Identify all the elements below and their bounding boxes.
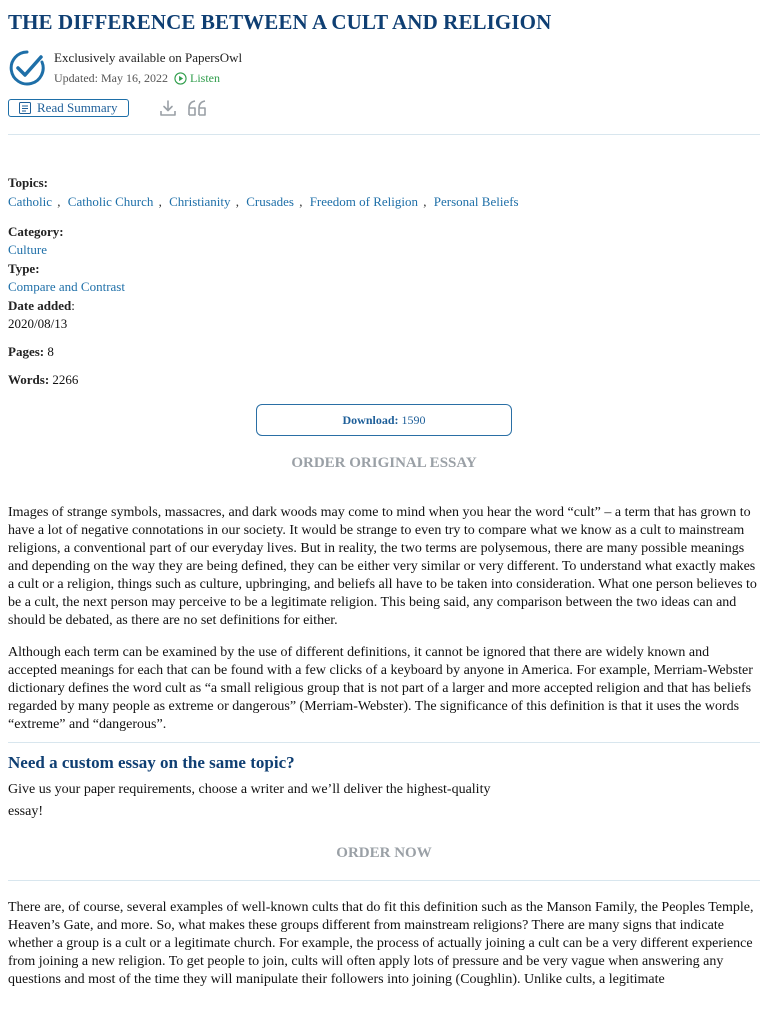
listen-button[interactable] xyxy=(174,71,220,86)
order-now-button[interactable]: ORDER NOW xyxy=(8,845,760,881)
exclusive-label: Exclusively available on PapersOwl xyxy=(54,50,243,65)
topics-list: Catholic , Catholic Church , Christianity , Crusades , Freedom of Religion , Personal Beliefs xyxy=(8,194,519,209)
download-button[interactable] xyxy=(256,404,512,436)
divider xyxy=(8,134,760,135)
download-label: Download: xyxy=(342,412,399,427)
summary-icon xyxy=(19,102,31,114)
topic-link[interactable]: Crusades xyxy=(246,194,294,209)
order-original-essay-button[interactable]: ORDER ORIGINAL ESSAY xyxy=(291,455,477,471)
type-link[interactable]: Compare and Contrast xyxy=(8,279,125,294)
read-summary-button[interactable] xyxy=(8,99,129,117)
type-label: Type: xyxy=(8,261,40,276)
updated-date: Updated: May 16, 2022 xyxy=(54,71,168,85)
play-icon xyxy=(174,72,187,85)
essay-paragraph: Images of strange symbols, massacres, and dark woods may come to mind when you hear the word “cult” – a term that has grown to have a lot of negative connotations in our society. It would be strange to even try to compare what we know as a cult to mainstream religions, a conventional part of our everyday lives. But in reality, the two terms are polysemous, there are many possible meanings and depending on the way they are being defined, they can be either very similar or very different. To understand what exactly makes a cult or a religion, things such as culture, upbringing, and beliefs all have to be taken into consideration. What one person believes to be a cult, the next person may perceive to be a legitimate religion. This being said, any comparison between the two ideas can and should be debated, as there are no set definitions for either. xyxy=(8,505,757,628)
topic-link[interactable]: Freedom of Religion xyxy=(309,194,419,209)
category-link[interactable]: Culture xyxy=(8,242,47,257)
cta-text: Give us your paper requirements, choose a writer and we’ll deliver the highest-quality essay! xyxy=(8,782,491,819)
page-title: THE DIFFERENCE BETWEEN A CULT AND RELIGION xyxy=(8,10,552,34)
pages-value: 8 xyxy=(47,344,54,359)
papersowl-check-logo-icon xyxy=(8,49,46,87)
essay-info: Topics: Catholic , Catholic Church , Christianity , Crusades , Freedom of Religion , Personal Beliefs Category: Culture Type: Compare and Contrast Date added: 2020/08/13 Pages: 8 Words: 2266 xyxy=(8,175,760,388)
topic-link[interactable]: Christianity xyxy=(169,194,231,209)
words-value: 2266 xyxy=(52,372,79,387)
words-label: Words: xyxy=(8,372,50,387)
custom-essay-cta xyxy=(8,742,760,881)
listen-label: Listen xyxy=(189,71,220,85)
topic-link[interactable]: Catholic Church xyxy=(67,194,154,209)
essay-paragraph: Although each term can be examined by the use of different definitions, it cannot be ignored that there are widely known and accepted meanings for each that can be found with a few clicks of a keyboard by anyone in America. For example, Merriam-Webster dictionary defines the word cult as “a small religious group that is not part of a larger and more accepted religion and that has beliefs regarded by many people as extreme or dangerous” (Merriam-Webster). The significance of this definition is that it uses the words “extreme” and “dangerous”. xyxy=(8,645,753,732)
toolbar xyxy=(8,99,760,117)
essay-body xyxy=(8,504,760,989)
date-label: Date added xyxy=(8,298,72,313)
cta-heading: Need a custom essay on the same topic? xyxy=(8,753,295,772)
pages-label: Pages: xyxy=(8,344,45,359)
essay-paragraph: There are, of course, several examples of well-known cults that do fit this definition such as the Manson Family, the Peoples Temple, Heaven’s Gate, and more. So, what makes these groups different from mainstream religions? There are many signs that indicate whether a group is a cult or a legitimate church. For example, the process of actually joining a cult can be a very different experience from joining a new religion. To get people to join, cults will often apply lots of pressure and be very vague when answering any questions and most of the time they will manipulate their followers into joining (Coughlin). Unlike cults, a legitimate xyxy=(8,900,754,987)
cite-quote-icon[interactable] xyxy=(187,99,209,117)
download-count: 1590 xyxy=(401,412,426,427)
topic-link[interactable]: Personal Beliefs xyxy=(433,194,519,209)
read-summary-label: Read Summary xyxy=(37,100,118,115)
download-icon[interactable] xyxy=(159,99,177,117)
topic-link[interactable]: Catholic xyxy=(8,194,53,209)
category-label: Category: xyxy=(8,224,64,239)
topics-label: Topics: xyxy=(8,175,48,190)
meta-row xyxy=(8,49,760,87)
date-value: 2020/08/13 xyxy=(8,316,68,331)
